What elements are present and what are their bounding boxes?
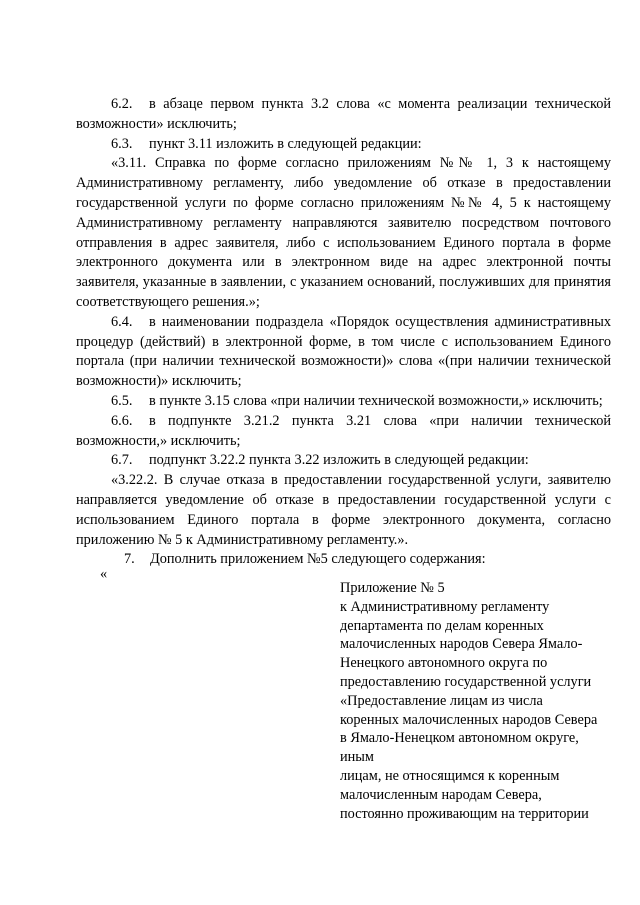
paragraph-text: пункт 3.11 изложить в следующей редакции: xyxy=(149,135,422,152)
paragraph-text: подпункт 3.22.2 пункта 3.22 изложить в следующей редакции: xyxy=(149,452,529,469)
paragraph-number: 7. xyxy=(124,551,135,568)
paragraph-text: в подпункте 3.21.2 пункта 3.21 слова «при наличии технической возможности,» исключить; xyxy=(76,412,611,449)
paragraph-6-4 xyxy=(76,313,611,392)
paragraph-number: 6.3. xyxy=(111,135,133,152)
paragraph-number: 6.5. xyxy=(111,392,133,409)
paragraph-text: в абзаце первом пункта 3.2 слова «с момента реализации технической возможности» исключить; xyxy=(76,96,611,132)
appendix-line: Приложение № 5 xyxy=(340,580,445,596)
paragraph-text: Дополнить приложением №5 следующего содержания: xyxy=(150,551,486,568)
paragraph-6-5 xyxy=(76,392,611,412)
paragraph-7 xyxy=(76,550,611,570)
paragraph-3-22-2-quote xyxy=(76,471,611,550)
paragraph-text: «3.22.2. В случае отказа в предоставлении государственной услуги, заявителю направляется уведомление об отказе в предоставлении государственной услуги с использованием Единого портала в форме электронного документа, согласно приложению № 5 к Административному регламенту.». xyxy=(76,472,611,548)
appendix-line: к Административному регламенту xyxy=(340,598,550,615)
document-body xyxy=(76,95,611,570)
paragraph-number: 6.4. xyxy=(111,313,133,330)
paragraph-text: «3.11. Справка по форме согласно приложениям №№ 1, 3 к настоящему Административному регламенту, либо уведомление об отказе в предоставлении государственной услуги по форме согласно приложениям №№ 4, 5 к настоящему Административному регламенту направляются заявителю посредством почтового отправления в адрес заявителя, либо с использованием Единого портала в форме электронного документа или в электронном виде на адрес электронной почты заявителя, указанные в заявлении, с указанием оснований, послуживших для принятия соответствующего решения.»; xyxy=(76,155,611,310)
paragraph-text: в наименовании подраздела «Порядок осуществления административных процедур (действий) в электронной форме, в том числе с использованием Единого портала (при наличии технической возможности)» слова «(при наличии технической возможности)» исключить; xyxy=(76,313,611,390)
appendix-line: департамента по делам коренных xyxy=(340,617,544,634)
appendix-line: в Ямало-Ненецком автономном округе, xyxy=(340,730,579,747)
paragraph-number: 6.2. xyxy=(111,96,133,112)
paragraph-6-7 xyxy=(76,451,611,471)
paragraph-3-11-quote xyxy=(76,154,611,312)
paragraph-6-3 xyxy=(76,135,611,155)
paragraph-number: 6.7. xyxy=(111,452,133,469)
paragraph-number: 6.6. xyxy=(111,412,133,429)
appendix-line: предоставлению государственной услуги xyxy=(340,673,592,690)
paragraph-6-6 xyxy=(76,412,611,452)
appendix-line: коренных малочисленных народов Севера xyxy=(340,711,598,728)
paragraph-6-2 xyxy=(76,95,611,135)
appendix-line: «Предоставление лицам из числа xyxy=(340,692,543,709)
appendix-line: лицам, не относящимся к коренным xyxy=(340,767,560,784)
opening-quote-mark: « xyxy=(100,566,108,582)
appendix-line: малочисленных народов Севера Ямало- xyxy=(340,636,583,653)
appendix-line: иным xyxy=(340,749,374,766)
paragraph-text: в пункте 3.15 слова «при наличии технической возможности,» исключить; xyxy=(149,392,603,409)
appendix-line: постоянно проживающим на территории xyxy=(340,805,589,822)
appendix-line: малочисленным народам Севера, xyxy=(340,786,542,803)
appendix-header xyxy=(340,579,615,823)
appendix-line: Ненецкого автономного округа по xyxy=(340,655,548,672)
